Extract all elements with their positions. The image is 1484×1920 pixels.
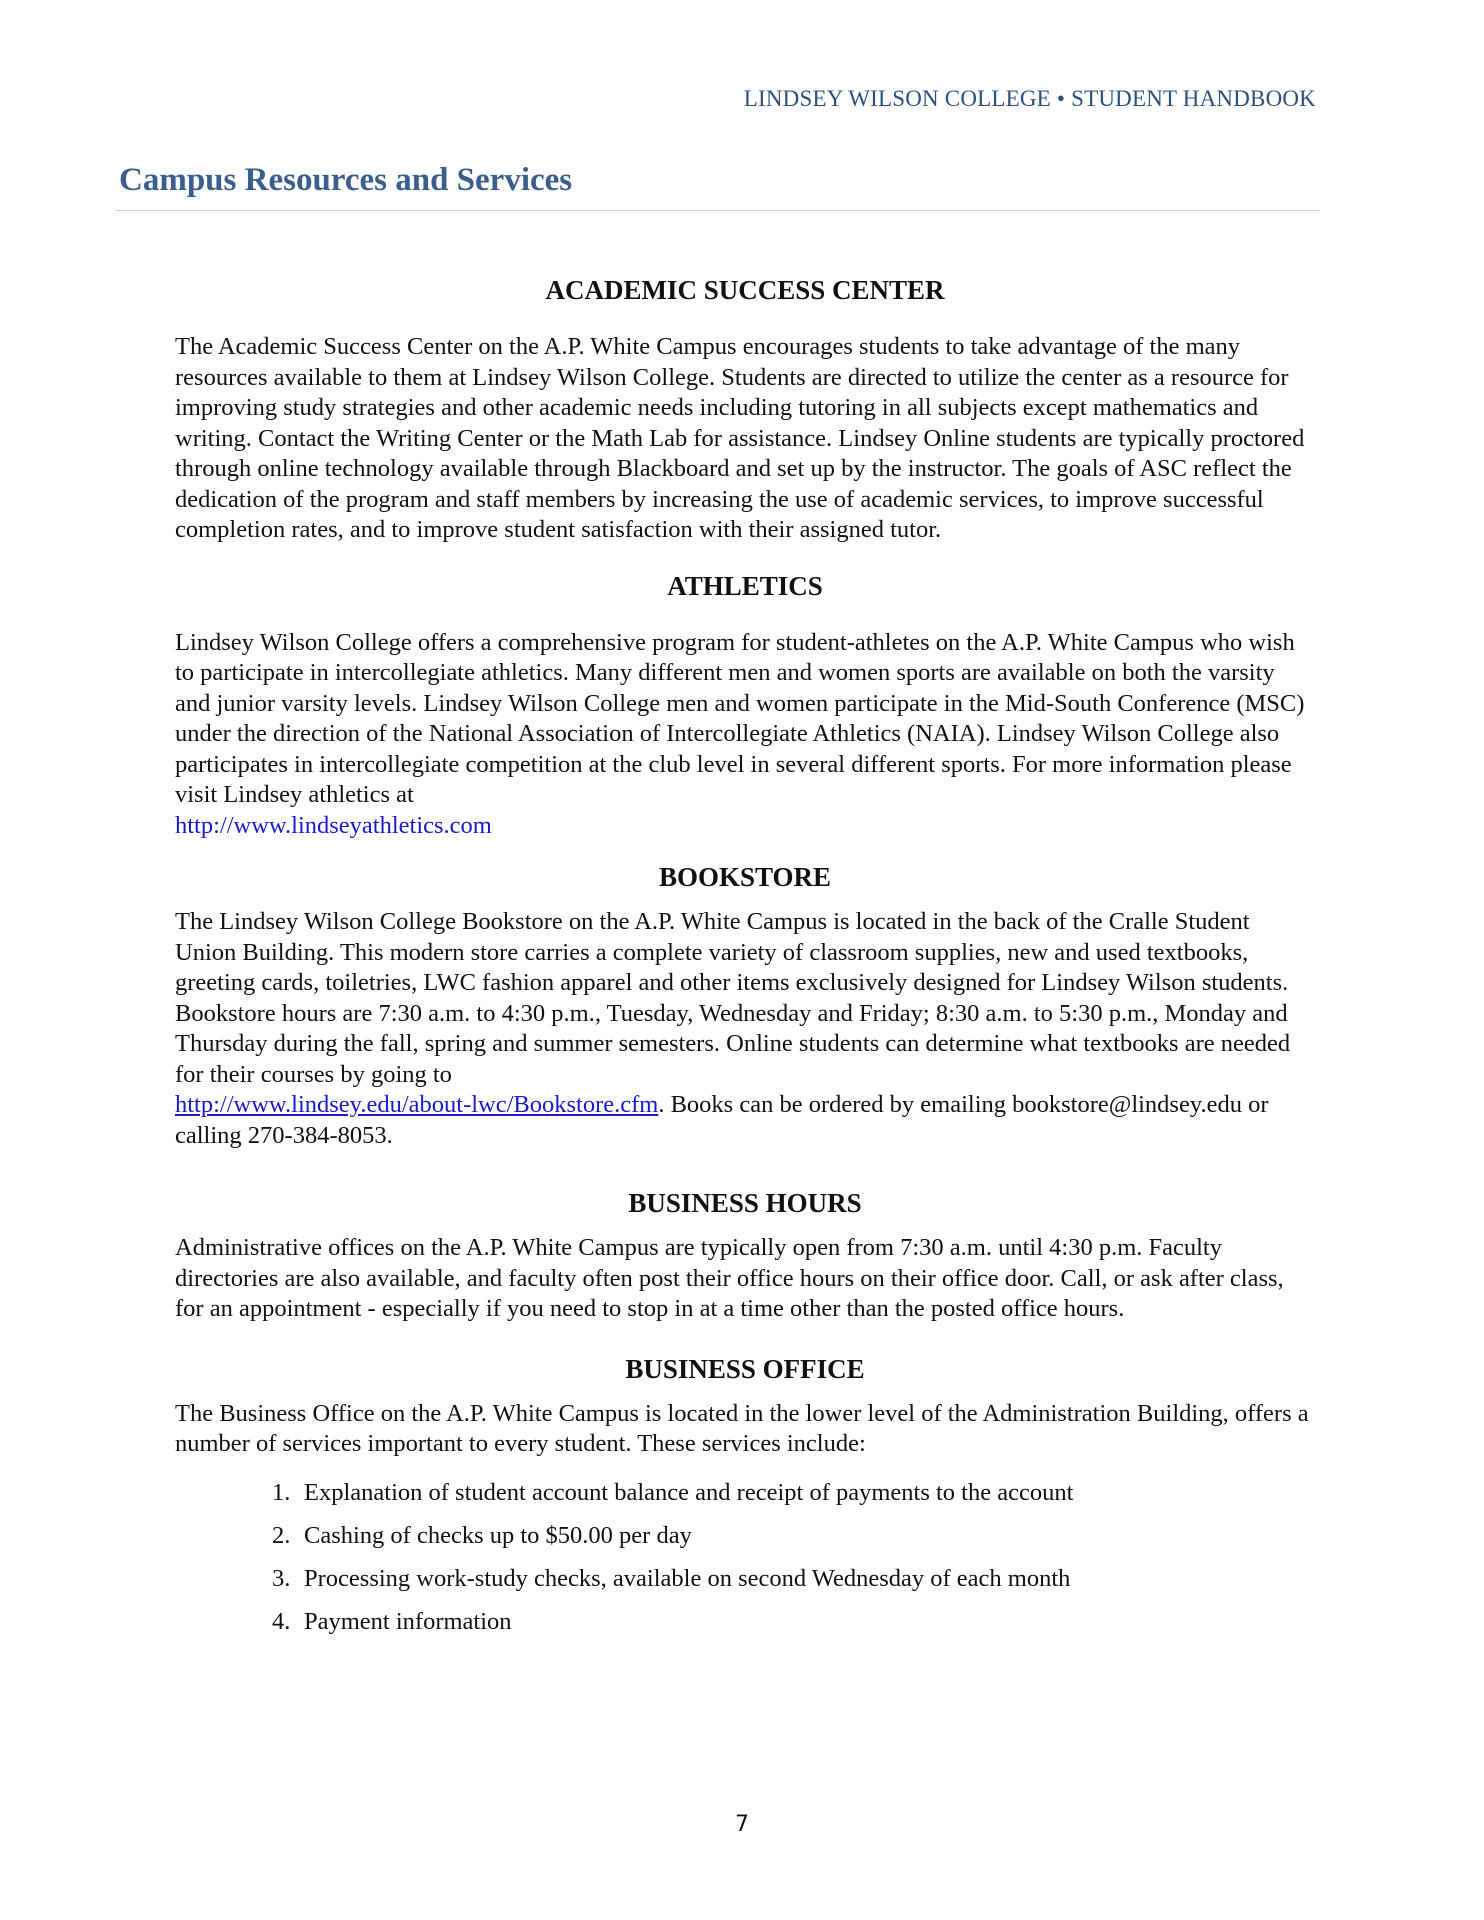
athletics-link[interactable]: http://www.lindseyathletics.com <box>175 811 492 839</box>
athletics-text: Lindsey Wilson College offers a comprehensive program for student-athletes on the A.P. White Campus who wish to participate in intercollegiate athletics. Many different men and women sports are available on both the varsity and junior varsity levels. Lindsey Wilson College men and women participate in the Mid-South Conference (MSC) under the direction of the National Association of Intercollegiate Athletics (NAIA). Lindsey Wilson College also participates in intercollegiate competition at the club level in several different sports. For more information please visit Lindsey athletics at <box>175 628 1305 808</box>
bookstore-text-after: . Books can be ordered by emailing bookstore@lindsey.edu or calling 270-384-8053. <box>175 1091 1269 1149</box>
asc-heading: ACADEMIC SUCCESS CENTER <box>545 275 945 305</box>
page-number: 7 <box>735 1812 749 1837</box>
list-item-number: 4. <box>272 1607 291 1635</box>
asc-paragraph: The Academic Success Center on the A.P. White Campus encourages students to take advantage of the many resources available to them at Lindsey Wilson College. Students are directed to utilize the center as a resource for improving study strategies and other academic needs including tutoring in all subjects except mathematics and writing. Contact the Writing Center or the Math Lab for assistance. Lindsey Online students are typically proctored through online technology available through Blackboard and set up by the instructor. The goals of ASC reflect the dedication of the program and staff members by increasing the use of academic services, to improve successful completion rates, and to improve student satisfaction with their assigned tutor. <box>175 333 1305 543</box>
list-item <box>272 1607 1315 1637</box>
bookstore-paragraph <box>175 907 1315 1151</box>
bookstore-text: The Lindsey Wilson College Bookstore on the A.P. White Campus is located in the back of the Cralle Student Union Building. This modern store carries a complete variety of classroom supplies, new and used textbooks, greeting cards, toiletries, LWC fashion apparel and other items exclusively designed for Lindsey Wilson students. Bookstore hours are 7:30 a.m. to 4:30 p.m., Tuesday, Wednesday and Friday; 8:30 a.m. to 5:30 p.m., Monday and Thursday during the fall, spring and summer semesters. Online students can determine what textbooks are needed for their courses by going to <box>175 908 1291 1088</box>
bookstore-heading: BOOKSTORE <box>658 862 832 892</box>
list-item-text: Processing work-study checks, available on second Wednesday of each month <box>304 1564 1071 1592</box>
list-item-text: Explanation of student account balance and receipt of payments to the account <box>304 1478 1074 1506</box>
business-hours-heading: BUSINESS HOURS <box>628 1188 862 1218</box>
list-item-text: Cashing of checks up to $50.00 per day <box>304 1521 692 1549</box>
title-divider <box>116 210 1320 211</box>
business-office-paragraph: The Business Office on the A.P. White Campus is located in the lower level of the Administration Building, offers a number of services important to every student. These services include: <box>175 1399 1309 1457</box>
bookstore-link[interactable]: http://www.lindsey.edu/about-lwc/Bookstore.cfm <box>175 1091 659 1118</box>
document-body <box>175 272 1315 1650</box>
list-item-number: 2. <box>272 1521 291 1549</box>
business-hours-paragraph: Administrative offices on the A.P. White Campus are typically open from 7:30 a.m. until 4:30 p.m. Faculty directories are also available, and faculty often post their office hours on their office door. Call, or ask after class, for an appointment - especially if you need to stop in at a time other than the posted office hours. <box>175 1234 1284 1322</box>
page-section-title: Campus Resources and Services <box>119 162 573 198</box>
list-item <box>272 1564 1315 1594</box>
list-item-text: Payment information <box>304 1607 512 1635</box>
services-list <box>175 1478 1315 1637</box>
list-item <box>272 1521 1315 1551</box>
athletics-paragraph <box>175 628 1315 842</box>
business-office-heading: BUSINESS OFFICE <box>625 1353 865 1384</box>
running-header: LINDSEY WILSON COLLEGE • STUDENT HANDBOOK <box>743 86 1316 111</box>
athletics-heading: ATHLETICS <box>667 570 823 601</box>
list-item-number: 1. <box>272 1478 291 1506</box>
list-item-number: 3. <box>272 1564 291 1592</box>
list-item <box>272 1478 1315 1508</box>
